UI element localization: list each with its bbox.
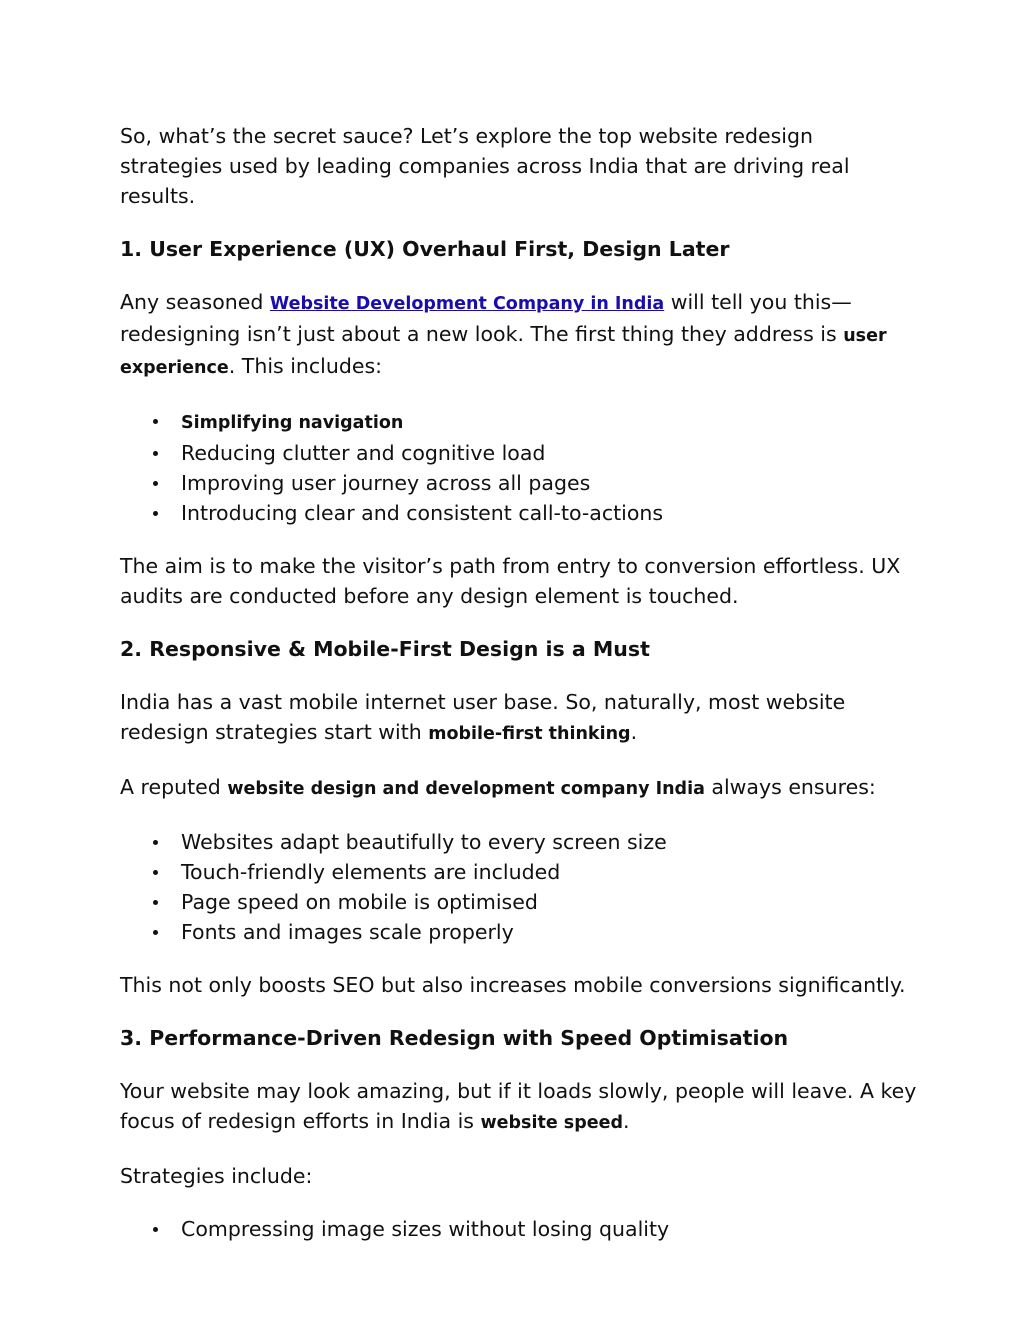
company-bold: website design and development company India [227,779,705,799]
list-item: Touch-friendly elements are included [120,857,920,887]
document-page [120,121,920,1267]
list-item: Compressing image sizes without losing quality [120,1214,920,1244]
section-3-paragraph [120,1076,920,1138]
section-1-text-end: . This includes: [228,354,383,378]
section-2-heading: 2. Responsive & Mobile-First Design is a Must [120,637,650,661]
section-3-text-start: Your website may look amazing, but if it loads slowly, people will leave. A key focus of redesign efforts in India is [120,1079,917,1133]
website-speed-bold: website speed [480,1113,623,1133]
list-item: Simplifying navigation [120,406,920,438]
section-3-heading: 3. Performance-Driven Redesign with Speed Optimisation [120,1026,789,1050]
list-item: Fonts and images scale properly [120,917,920,947]
section-2-p2-end: always ensures: [704,775,876,799]
section-2-ensures-paragraph [120,772,920,804]
ux-list [120,406,920,528]
section-2-paragraph [120,687,920,749]
intro-paragraph: So, what’s the secret sauce? Let’s explore the top website redesign strategies used by leading companies across India that are driving real results. [120,124,850,208]
section-1-aim-paragraph: The aim is to make the visitor’s path from entry to conversion effortless. UX audits are conducted before any design element is touched. [120,554,901,608]
section-2-text-end: . [630,720,638,744]
section-1-text-start: Any seasoned [120,290,270,314]
mobile-first-bold: mobile-first thinking [428,724,631,744]
section-2-p2-start: A reputed [120,775,228,799]
company-link[interactable]: Website Development Company in India [269,294,665,314]
section-2-seo-paragraph: This not only boosts SEO but also increases mobile conversions significantly. [120,973,906,997]
list-item: Reducing clutter and cognitive load [120,438,920,468]
section-2-text-start: India has a vast mobile internet user base. So, naturally, most website redesign strategies start with [120,690,846,744]
section-1-paragraph [120,287,920,383]
section-3-text-end: . [623,1109,630,1133]
list-item: Introducing clear and consistent call-to-actions [120,498,920,528]
strategies-paragraph: Strategies include: [120,1164,313,1188]
list-item: Improving user journey across all pages [120,468,920,498]
user-experience-bold: user experience [120,326,887,378]
section-1-heading: 1. User Experience (UX) Overhaul First, Design Later [120,237,730,261]
mobile-list [120,827,920,947]
list-item: Websites adapt beautifully to every screen size [120,827,920,857]
list-item: Page speed on mobile is optimised [120,887,920,917]
section-1-text-mid: will tell you this—redesigning isn’t just about a new look. The first thing they address is [120,290,852,346]
speed-list [120,1214,920,1244]
